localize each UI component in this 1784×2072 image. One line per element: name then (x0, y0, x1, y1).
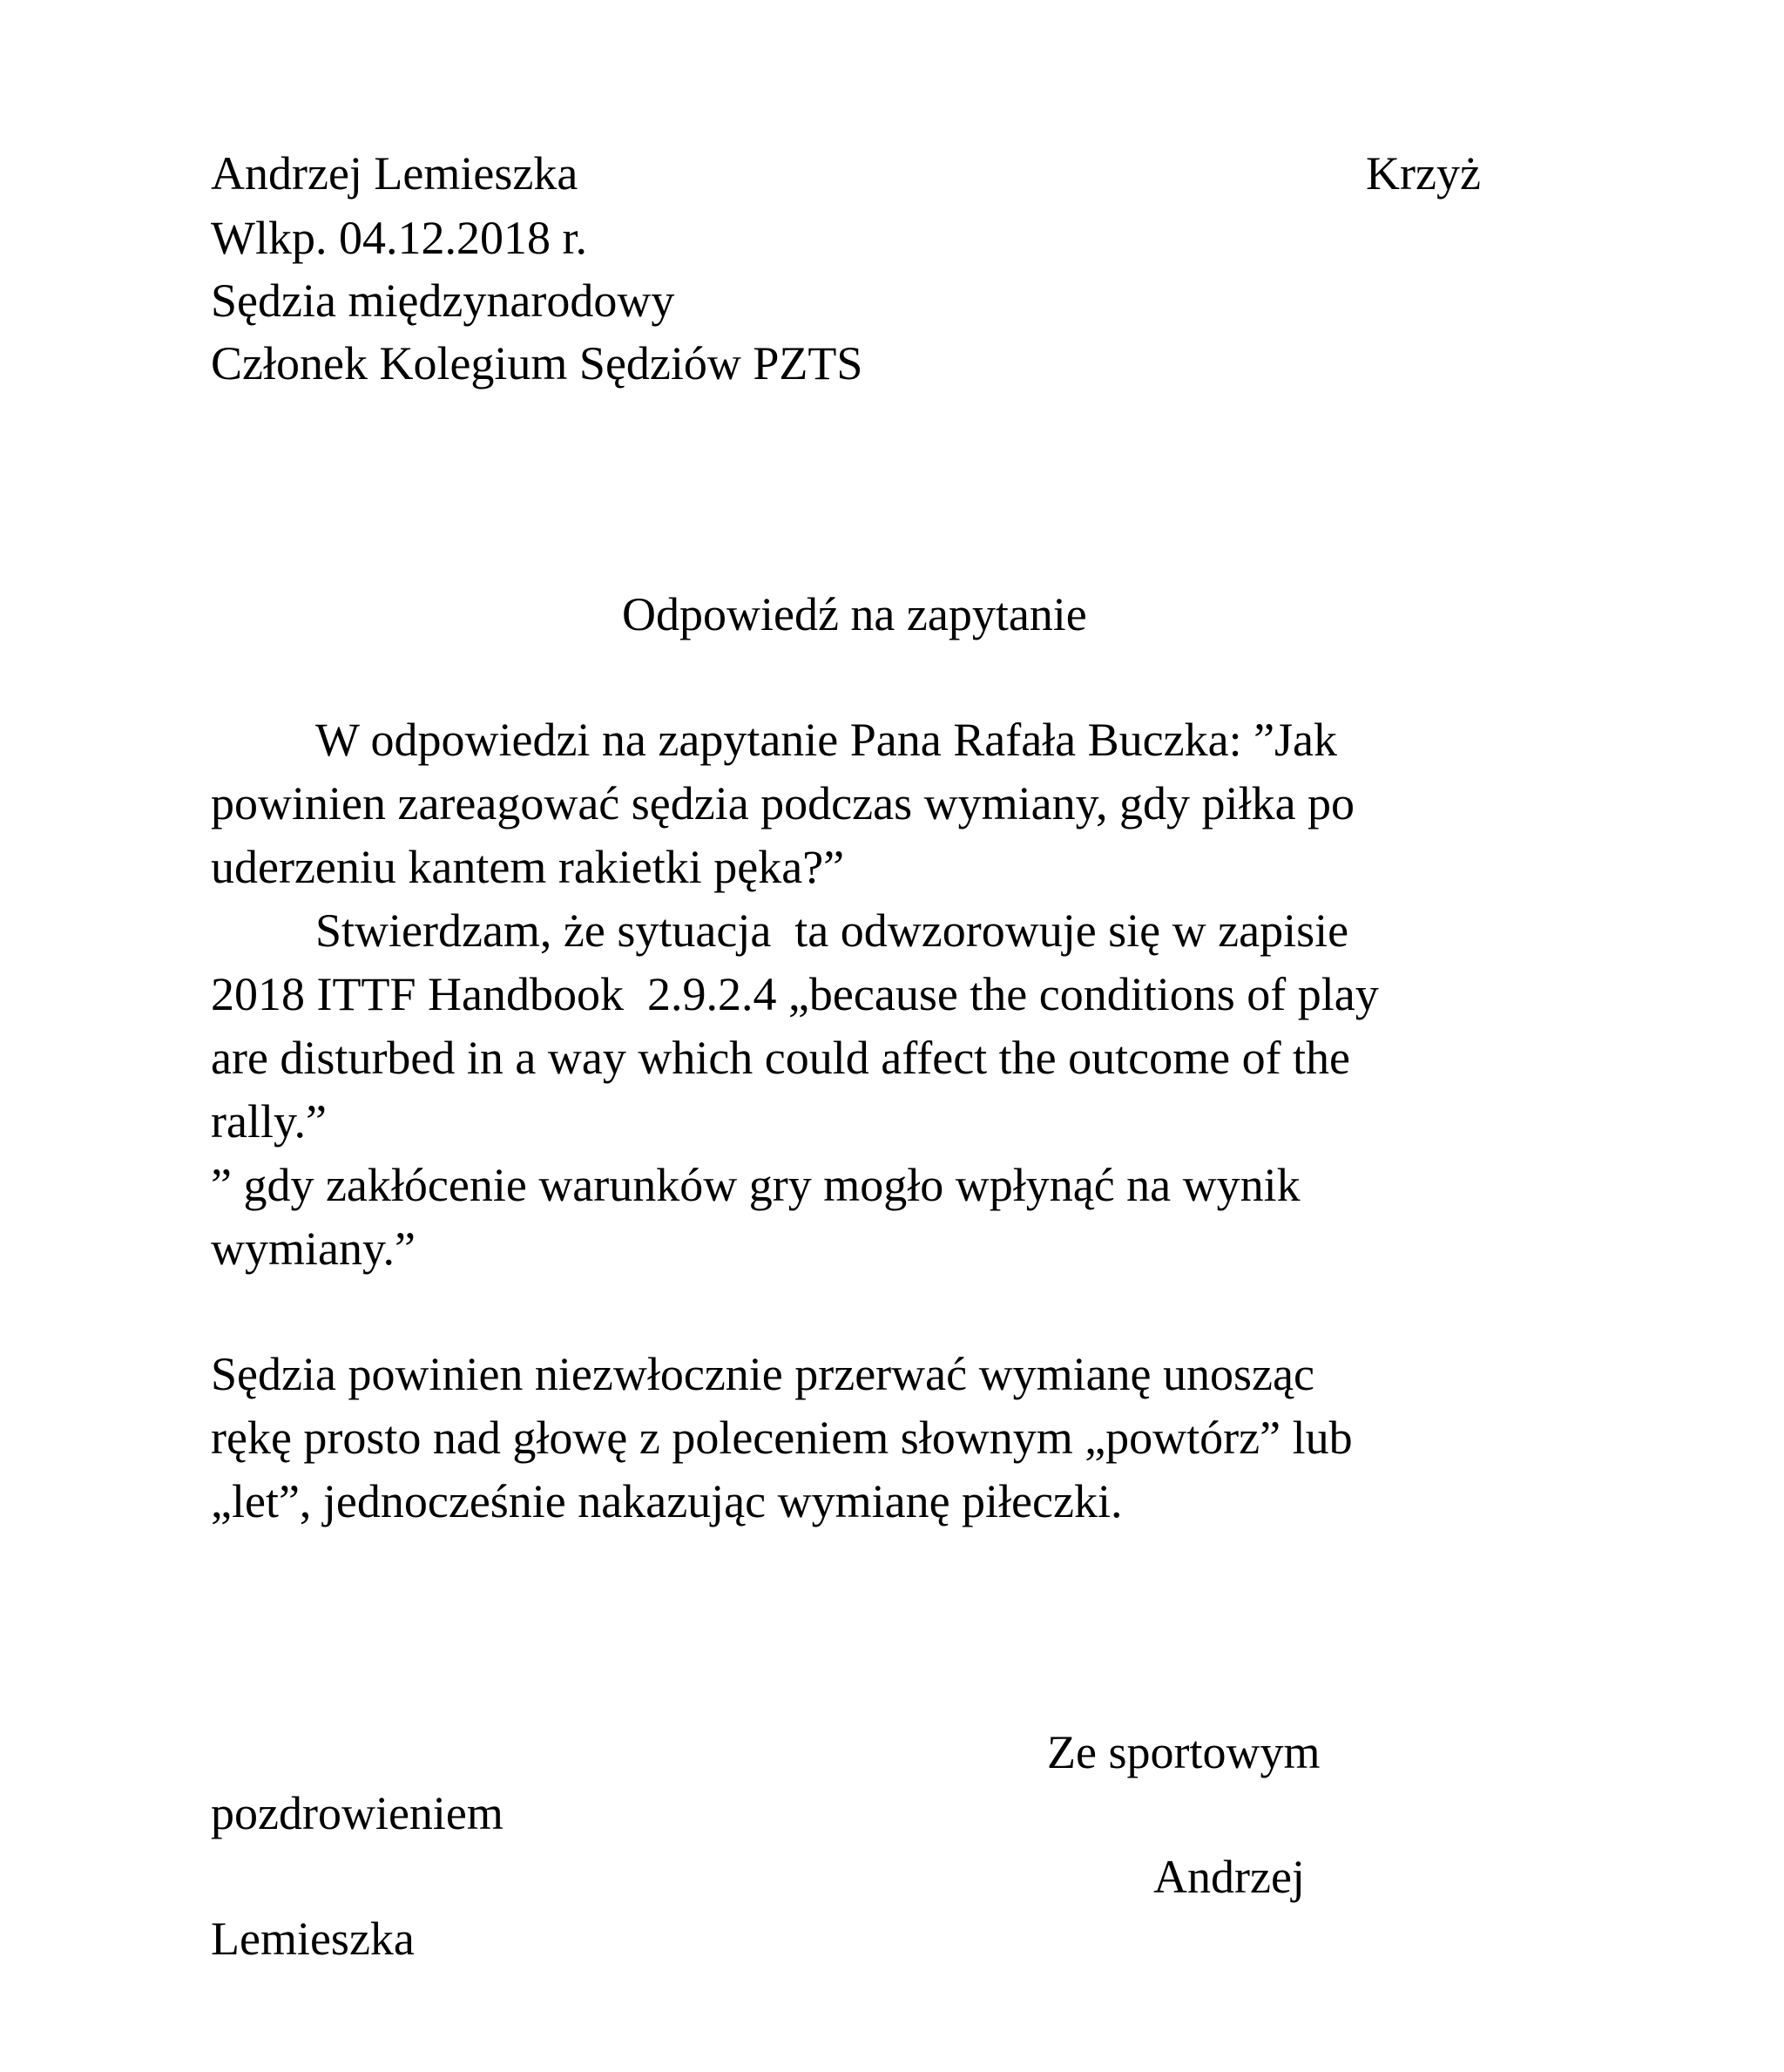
paragraph-line: powinien zareagować sędzia podczas wymiany, gdy piłka po (211, 777, 1355, 829)
paragraph-line: „let”, jednocześnie nakazując wymianę piłeczki. (211, 1475, 1123, 1527)
signature-last-name: Lemieszka (211, 1913, 415, 1965)
author-membership: Członek Kolegium Sędziów PZTS (211, 337, 863, 389)
document-title: Odpowiedź na zapytanie (622, 588, 1087, 640)
paragraph-line: wymiany.” (211, 1222, 416, 1275)
paragraph-line: Stwierdzam, że sytuacja ta odwzorowuje się w zapisie (315, 904, 1349, 957)
closing-greeting-cont: pozdrowieniem (211, 1787, 503, 1839)
paragraph-line: Sędzia powinien niezwłocznie przerwać wymianę unosząc (211, 1348, 1314, 1400)
paragraph-line: are disturbed in a way which could affect the outcome of the (211, 1032, 1351, 1084)
paragraph-line: 2018 ITTF Handbook 2.9.2.4 „because the conditions of play (211, 968, 1379, 1020)
place-and-date: Wlkp. 04.12.2018 r. (211, 212, 587, 264)
paragraph-line: rękę prosto nad głowę z poleceniem słownym „powtórz” lub (211, 1412, 1353, 1464)
author-role: Sędzia międzynarodowy (211, 274, 675, 327)
paragraph-line: W odpowiedzi na zapytanie Pana Rafała Buczka: ”Jak (315, 714, 1338, 766)
place-name: Krzyż (1366, 147, 1481, 200)
author-name: Andrzej Lemieszka (211, 147, 578, 200)
paragraph-line: ” gdy zakłócenie warunków gry mogło wpłynąć na wynik (211, 1159, 1301, 1211)
paragraph-line: uderzeniu kantem rakietki pęka?” (211, 841, 845, 893)
closing-greeting: Ze sportowym (1047, 1726, 1321, 1778)
paragraph-line: rally.” (211, 1095, 327, 1148)
signature-first-name: Andrzej (1153, 1851, 1305, 1903)
